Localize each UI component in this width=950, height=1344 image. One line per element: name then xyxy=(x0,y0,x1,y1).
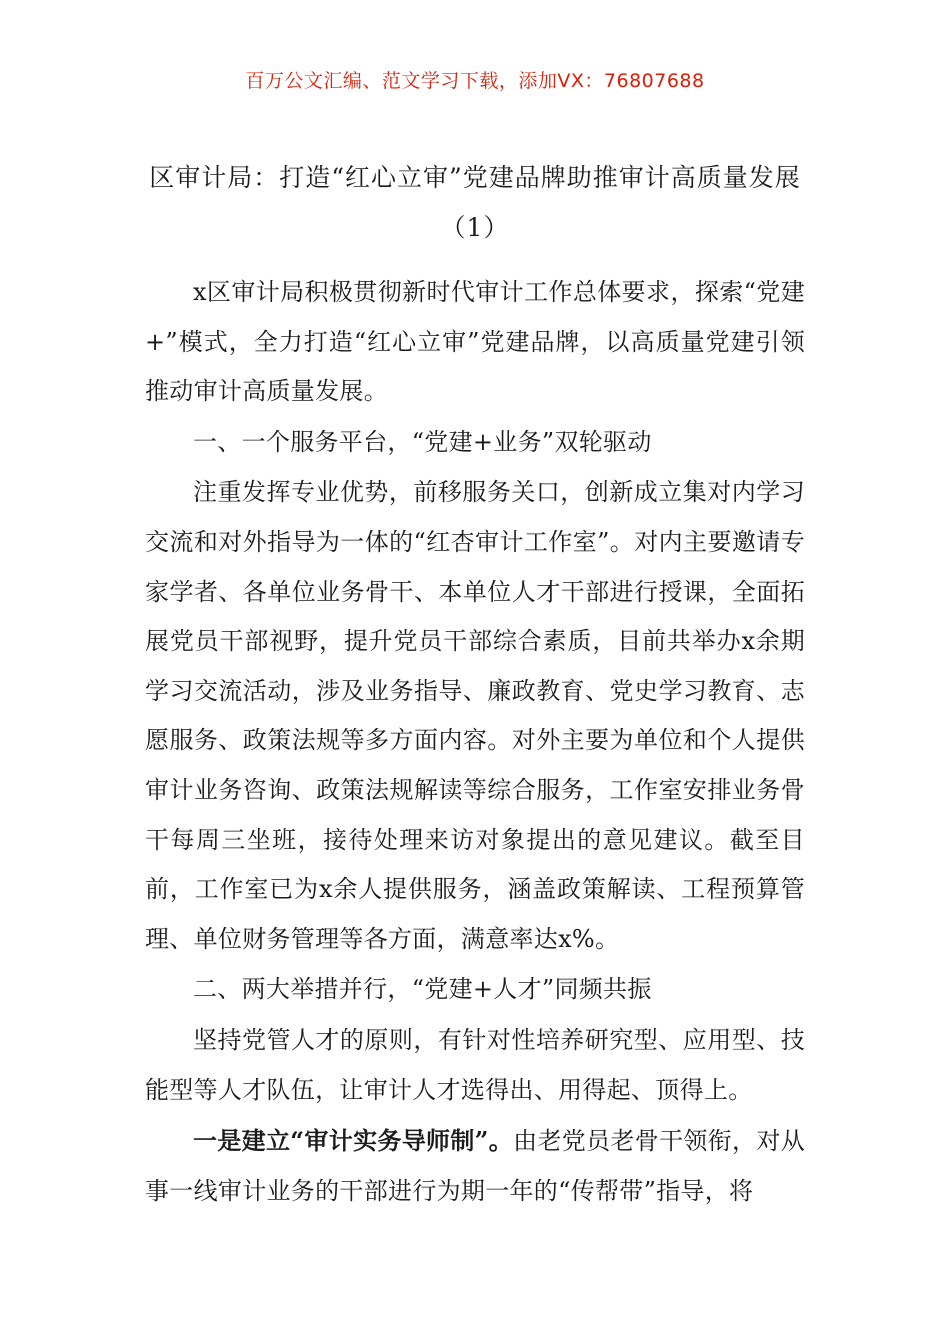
measure-1-lead: 一是建立“审计实务导师制”。 xyxy=(193,1126,514,1156)
section-heading-2: 二、两大举措并行，“党建+人才”同频共振 xyxy=(193,975,652,1004)
section-1-paragraph: 注重发挥专业优势，前移服务关口，创新成立集对内学习交流和对外指导为一体的“红杏审计工作室”。对内主要邀请专家学者、各单位业务骨干、本单位人才干部进行授课，全面拓展党员干部视野，提升党员干部综合素质，目前共举办x余期学习交流活动，涉及业务指导、廉政教育、党史学习教育、志愿服务、政策法规等多方面内容。对外主要为单位和个人提供审计业务咨询、政策法规解读等综合服务，工作室安排业务骨干每周三坐班，接待处理来访对象提出的意见建议。截至目前，工作室已为x余人提供服务，涵盖政策解读、工程预算管理、单位财务管理等各方面，满意率达x%。 xyxy=(145,478,805,953)
document-title-number: （1） xyxy=(440,213,510,242)
section-heading-1: 一、一个服务平台，“党建+业务”双轮驱动 xyxy=(193,427,652,456)
section-2-measure-1-paragraph xyxy=(145,1116,805,1216)
section-2-paragraph: 坚持党管人才的原则，有针对性培养研究型、应用型、技能型等人才队伍，让审计人才选得出、用得起、顶得上。 xyxy=(145,1025,805,1104)
document-title: 区审计局：打造“红心立审”党建品牌助推审计高质量发展 xyxy=(149,163,801,192)
watermark-banner: 百万公文汇编、范文学习下载，添加VX：76807688 xyxy=(245,70,705,92)
document-body xyxy=(145,268,805,1217)
intro-paragraph: x区审计局积极贯彻新时代审计工作总体要求，探索“党建+”模式，全力打造“红心立审”党建品牌，以高质量党建引领推动审计高质量发展。 xyxy=(145,278,805,406)
measure-1-text: 由老党员老骨干领衔，对从事一线审计业务的干部进行为期一年的“传帮带”指导，将 xyxy=(145,1127,805,1205)
